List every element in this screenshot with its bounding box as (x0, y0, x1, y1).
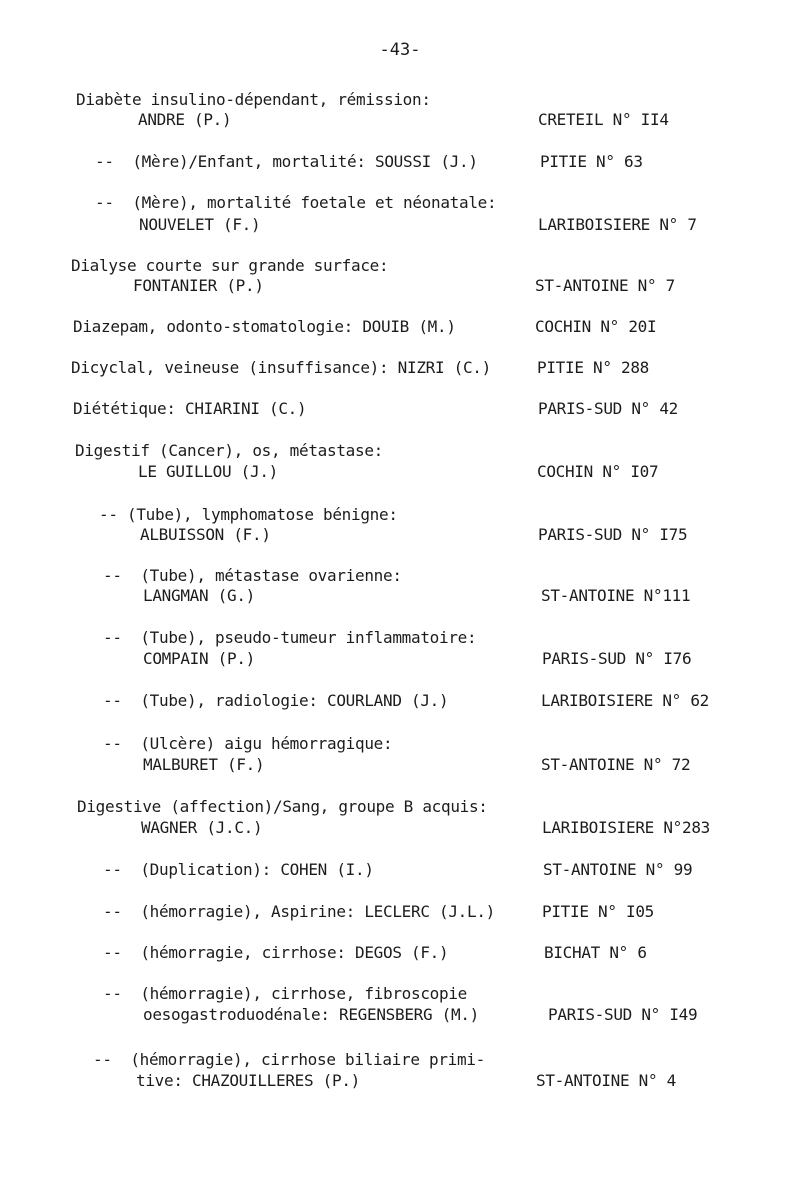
entry-text: -- (Tube), lymphomatose bénigne: (99, 505, 398, 524)
entry-location: LARIBOISIERE N°283 (542, 818, 710, 837)
entry-text: -- (Mère)/Enfant, mortalité: SOUSSI (J.) (95, 152, 478, 171)
entry-text: Diététique: CHIARINI (C.) (73, 399, 307, 418)
entry-name: MALBURET (F.) (143, 755, 265, 774)
entry-text: -- (hémorragie), Aspirine: LECLERC (J.L.) (103, 902, 495, 921)
entry-location: ST-ANTOINE N° 4 (536, 1071, 676, 1090)
entry-location: ST-ANTOINE N°111 (541, 586, 691, 605)
entry-location: BICHAT N° 6 (544, 943, 647, 962)
entry-location: COCHIN N° 20I (535, 317, 657, 336)
entry-location: PITIE N° 63 (540, 152, 643, 171)
entry-text: -- (Mère), mortalité foetale et néonatale: (95, 193, 497, 212)
entry-text: -- (hémorragie), cirrhose biliaire primi- (93, 1050, 485, 1069)
page-number: -43- (379, 40, 421, 60)
entry-text: -- (hémorragie, cirrhose: DEGOS (F.) (103, 943, 449, 962)
entry-heading: Diabète insulino-dépendant, rémission: (76, 90, 431, 109)
entry-text: Dicyclal, veineuse (insuffisance): NIZRI (C.) (71, 358, 491, 377)
entry-location: PITIE N° 288 (537, 358, 649, 377)
entry-name: NOUVELET (F.) (139, 215, 261, 234)
entry-name: ANDRE (P.) (138, 110, 232, 129)
entry-location: PARIS-SUD N° I76 (542, 649, 692, 668)
entry-heading: Digestive (affection)/Sang, groupe B acquis: (77, 797, 488, 816)
entry-text: -- (Tube), pseudo-tumeur inflammatoire: (103, 628, 477, 647)
entry-location: PITIE N° I05 (542, 902, 654, 921)
entry-location: PARIS-SUD N° I75 (538, 525, 688, 544)
entry-location: PARIS-SUD N° I49 (548, 1005, 698, 1024)
entry-text: -- (Tube), métastase ovarienne: (103, 566, 402, 585)
entry-location: ST-ANTOINE N° 72 (541, 755, 691, 774)
entry-heading: Digestif (Cancer), os, métastase: (75, 441, 383, 460)
entry-name: COMPAIN (P.) (143, 649, 255, 668)
entry-name: LANGMAN (G.) (143, 586, 255, 605)
entry-location: LARIBOISIERE N° 62 (541, 691, 709, 710)
entry-location: CRETEIL N° II4 (538, 110, 669, 129)
entry-text: -- (Duplication): COHEN (I.) (103, 860, 374, 879)
entry-name: WAGNER (J.C.) (141, 818, 263, 837)
entry-name: FONTANIER (P.) (133, 276, 264, 295)
entry-text: -- (Tube), radiologie: COURLAND (J.) (103, 691, 449, 710)
entry-text: -- (hémorragie), cirrhose, fibroscopie (103, 984, 467, 1003)
entry-location: PARIS-SUD N° 42 (538, 399, 678, 418)
entry-text: Diazepam, odonto-stomatologie: DOUIB (M.) (73, 317, 456, 336)
entry-location: ST-ANTOINE N° 99 (543, 860, 693, 879)
entry-name: oesogastroduodénale: REGENSBERG (M.) (143, 1005, 479, 1024)
entry-name: ALBUISSON (F.) (140, 525, 271, 544)
entry-name: tive: CHAZOUILLERES (P.) (136, 1071, 360, 1090)
entry-location: LARIBOISIERE N° 7 (538, 215, 697, 234)
entry-location: COCHIN N° I07 (537, 462, 659, 481)
entry-location: ST-ANTOINE N° 7 (535, 276, 675, 295)
entry-heading: Dialyse courte sur grande surface: (71, 256, 389, 275)
entry-name: LE GUILLOU (J.) (138, 462, 278, 481)
entry-text: -- (Ulcère) aigu hémorragique: (103, 734, 393, 753)
